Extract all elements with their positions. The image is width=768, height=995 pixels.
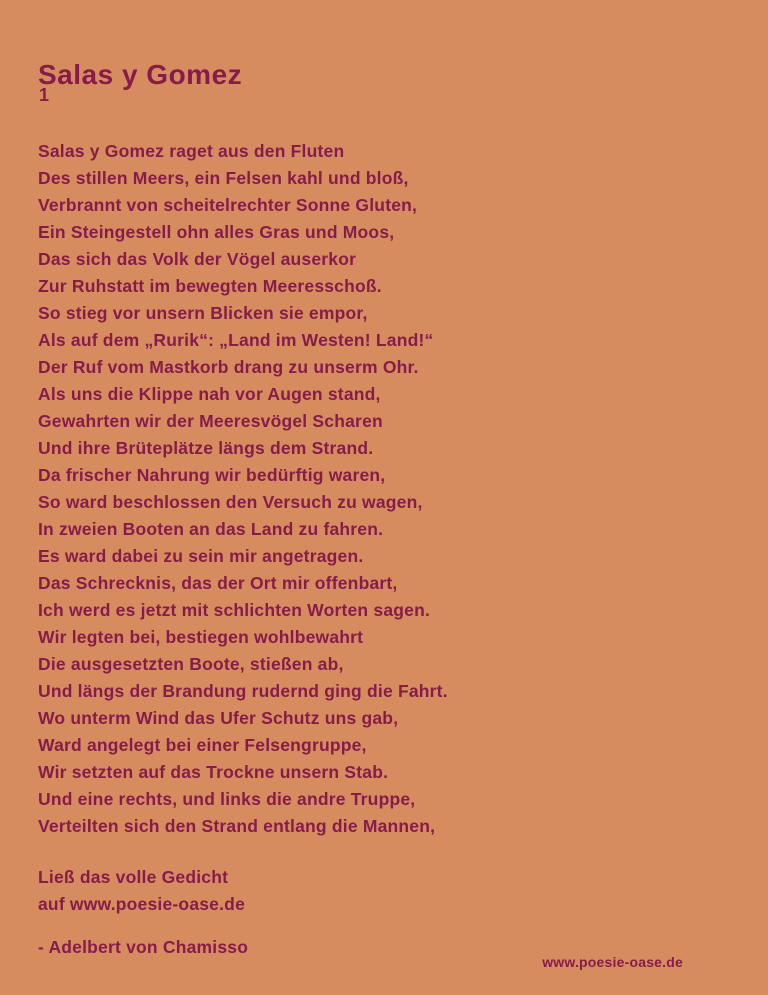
site-watermark-link[interactable]: www.poesie-oase.de [542, 954, 683, 970]
poem-line: Ich werd es jetzt mit schlichten Worten sagen. [38, 600, 431, 620]
author-attribution: - Adelbert von Chamisso [38, 937, 249, 957]
poem-line: Das sich das Volk der Vögel auserkor [38, 249, 357, 269]
page-title: Salas y Gomez [38, 58, 243, 90]
poem-line: Als auf dem „Rurik“: „Land im Westen! Land!“ [38, 330, 434, 350]
poem-line: Salas y Gomez raget aus den Fluten [38, 141, 345, 161]
cta-site-url: auf www.poesie-oase.de [38, 894, 246, 914]
poem-line: Ward angelegt bei einer Felsengruppe, [38, 735, 367, 755]
cta-text-line: Ließ das volle Gedicht [38, 867, 229, 887]
poem-line: Und längs der Brandung rudernd ging die Fahrt. [38, 681, 448, 701]
footer-cta [38, 864, 245, 918]
poem-line: Als uns die Klippe nah vor Augen stand, [38, 384, 381, 404]
poem-line: Des stillen Meers, ein Felsen kahl und bloß, [38, 168, 409, 188]
poem-line: Es ward dabei zu sein mir angetragen. [38, 546, 364, 566]
part-number: 1 [39, 85, 50, 105]
poem-line: In zweien Booten an das Land zu fahren. [38, 519, 384, 539]
poem-line: Ein Steingestell ohn alles Gras und Moos, [38, 222, 395, 242]
poem-line: So stieg vor unsern Blicken sie empor, [38, 303, 368, 323]
poem-line: Der Ruf vom Mastkorb drang zu unserm Ohr. [38, 357, 419, 377]
poem-line: Verteilten sich den Strand entlang die Mannen, [38, 816, 436, 836]
poem-line: So ward beschlossen den Versuch zu wagen, [38, 492, 423, 512]
poem-line: Gewahrten wir der Meeresvögel Scharen [38, 411, 383, 431]
poem-line: Das Schrecknis, das der Ort mir offenbart, [38, 573, 398, 593]
poem-line: Und eine rechts, und links die andre Truppe, [38, 789, 416, 809]
poem-body [38, 138, 448, 840]
poem-line: Die ausgesetzten Boote, stießen ab, [38, 654, 344, 674]
poem-line: Wir setzten auf das Trockne unsern Stab. [38, 762, 389, 782]
poem-line: Wir legten bei, bestiegen wohlbewahrt [38, 627, 364, 647]
poem-line: Wo unterm Wind das Ufer Schutz uns gab, [38, 708, 399, 728]
poem-line: Zur Ruhstatt im bewegten Meeresschoß. [38, 276, 382, 296]
poem-line: Und ihre Brüteplätze längs dem Strand. [38, 438, 374, 458]
poem-line: Verbrannt von scheitelrechter Sonne Gluten, [38, 195, 418, 215]
poem-line: Da frischer Nahrung wir bedürftig waren, [38, 465, 386, 485]
